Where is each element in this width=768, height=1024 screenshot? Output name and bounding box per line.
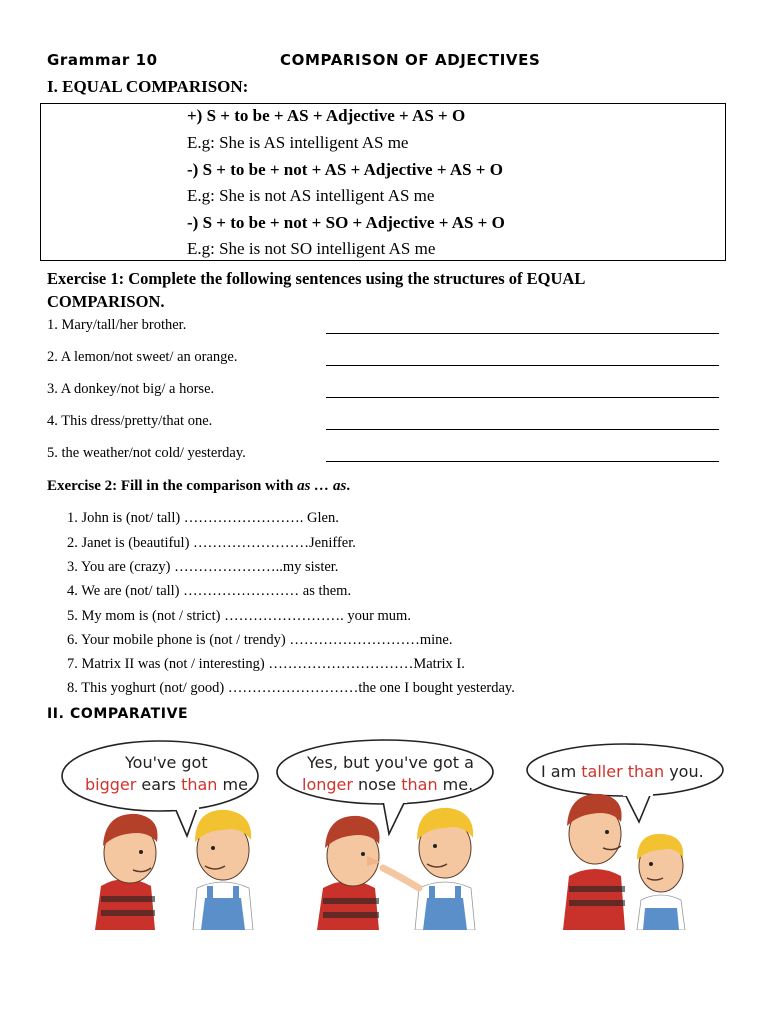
exercise1-item: 2. A lemon/not sweet/ an orange. <box>47 349 238 365</box>
speech-bubble-3 <box>527 744 723 822</box>
example-negative-as: E.g: She is not AS intelligent AS me <box>187 186 435 205</box>
exercise2-title <box>47 478 350 495</box>
exercise2-title-emphasis: as … as <box>297 478 347 494</box>
exercise2-item: 5. My mom is (not / strict) ……………………. your mum. <box>67 608 411 624</box>
boy-red-hair-2 <box>317 816 381 930</box>
exercise2-title-suffix: . <box>346 478 351 494</box>
boy-blond-2 <box>383 808 475 930</box>
answer-line[interactable] <box>326 397 719 398</box>
exercise1-item: 4. This dress/pretty/that one. <box>47 413 213 429</box>
exercise1-item: 1. Mary/tall/her brother. <box>47 317 187 333</box>
exercise2-item: 2. Janet is (beautiful) ……………………Jeniffer. <box>67 535 356 551</box>
example-negative-so: E.g: She is not SO intelligent AS me <box>187 239 436 258</box>
formula-affirmative: +) S + to be + AS + Adjective + AS + O <box>187 106 466 125</box>
page-title: COMPARISON OF ADJECTIVES <box>280 51 541 69</box>
exercise2-item: 4. We are (not/ tall) …………………… as them. <box>67 583 352 599</box>
exercise2-item: 1. John is (not/ tall) ……………………. Glen. <box>67 510 339 526</box>
bubble2-line1: Yes, but you've got a <box>307 753 474 772</box>
formula-box <box>40 103 726 261</box>
exercise1-item: 3. A donkey/not big/ a horse. <box>47 381 215 397</box>
bubble3-text: I am taller than you. <box>541 762 704 781</box>
exercise2-item: 7. Matrix II was (not / interesting) …………………………Matrix I. <box>67 656 465 672</box>
exercise2-item: 6. Your mobile phone is (not / trendy) ………………………mine. <box>67 632 453 648</box>
exercise2-item: 8. This yoghurt (not/ good) ………………………the one I bought yesterday. <box>67 680 515 696</box>
exercise1-title <box>47 267 585 313</box>
formula-negative-so: -) S + to be + not + SO + Adjective + AS + O <box>187 213 505 232</box>
boy-red-hair-3 <box>563 794 625 930</box>
grade-label: Grammar 10 <box>47 51 158 69</box>
exercise1-title-line1: Exercise 1: Complete the following sentences using the structures of EQUAL <box>47 269 586 288</box>
boy-red-hair-1 <box>95 814 158 930</box>
boy-blond-1 <box>193 810 253 930</box>
boy-blond-3 <box>637 834 685 930</box>
section-heading-equal-comparison: I. EQUAL COMPARISON: <box>47 77 249 96</box>
bubble1-line2: bigger ears than me. <box>85 775 254 794</box>
bubble1-line1: You've got <box>125 753 208 772</box>
exercise1-title-line2: COMPARISON. <box>47 292 165 311</box>
formula-negative-as: -) S + to be + not + AS + Adjective + AS + O <box>187 160 503 179</box>
answer-line[interactable] <box>326 333 719 334</box>
bubble2-line2: longer nose than me. <box>302 775 474 794</box>
exercise2-item: 3. You are (crazy) …………………..my sister. <box>67 559 339 575</box>
answer-line[interactable] <box>326 365 719 366</box>
example-affirmative: E.g: She is AS intelligent AS me <box>187 133 409 152</box>
comic-illustration <box>55 738 725 930</box>
exercise1-item: 5. the weather/not cold/ yesterday. <box>47 445 246 461</box>
exercise2-title-prefix: Exercise 2: Fill in the comparison with <box>47 478 298 494</box>
answer-line[interactable] <box>326 429 719 430</box>
section-heading-comparative: II. COMPARATIVE <box>47 706 189 722</box>
answer-line[interactable] <box>326 461 719 462</box>
